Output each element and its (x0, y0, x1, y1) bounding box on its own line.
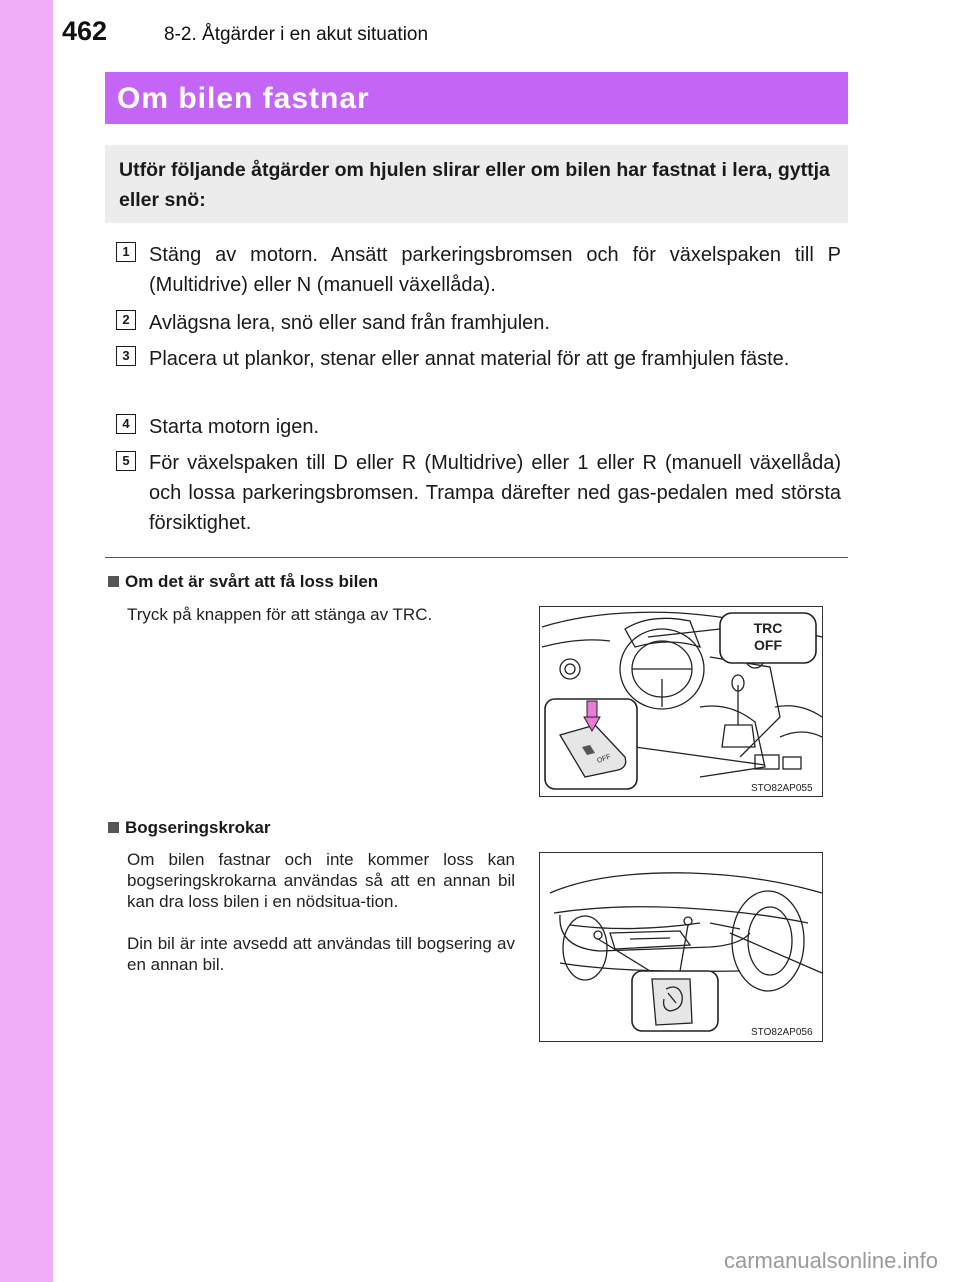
square-bullet-icon (108, 822, 119, 833)
svg-text:OFF: OFF (596, 753, 612, 765)
step-text-1: Stäng av motorn. Ansätt parkeringsbromsen och för växelspaken till P (Multidrive) eller N (manuell växellåda). (149, 244, 841, 296)
towing-hook-icon (652, 979, 692, 1025)
step-number-2: 2 (116, 310, 136, 330)
step-text-3: Placera ut plankor, stenar eller annat material för att ge framhjulen fäste. (149, 348, 790, 370)
trc-label-line1: TRC (753, 620, 783, 636)
watermark: carmanualsonline.info (723, 1248, 938, 1273)
intro-text: Utför följande åtgärder om hjulen slirar eller om bilen har fastnat i lera, gyttja eller snö: (119, 159, 830, 211)
subheading-towing-hooks-text: Bogseringskrokar (125, 818, 271, 837)
trc-button-illustration (539, 606, 823, 797)
chapter-side-strip (0, 0, 53, 1282)
towing-text-2: Din bil är inte avsedd att användas till bogsering av en annan bil. (127, 934, 515, 974)
section-title-bar (105, 72, 848, 124)
page-title: Om bilen fastnar (117, 82, 370, 115)
towing-hook-illustration (539, 852, 823, 1042)
figure-code-2: STO82AP056 (751, 1027, 813, 1038)
figure-code-1: STO82AP055 (751, 783, 813, 794)
step-number-3: 3 (116, 346, 136, 366)
running-header: 8-2. Åtgärder i en akut situation (164, 24, 429, 45)
towing-text-1: Om bilen fastnar och inte kommer loss kan bogseringskrokarna användas så att en annan bil kan dra loss bilen i en nödsitua-tion. (127, 850, 515, 911)
step-text-4: Starta motorn igen. (149, 416, 320, 438)
step-number-1: 1 (116, 242, 136, 262)
trc-instruction: Tryck på knappen för att stänga av TRC. (127, 605, 433, 624)
step-number-4: 4 (116, 414, 136, 434)
subheading-towing-hooks (108, 818, 271, 838)
square-bullet-icon (108, 576, 119, 587)
dashboard-drawing (540, 607, 822, 796)
page-number: 462 (62, 16, 108, 46)
trc-label-line2: OFF (754, 637, 782, 653)
subheading-stuck-text: Om det är svårt att få loss bilen (125, 572, 379, 591)
step-number-5: 5 (116, 451, 136, 471)
subheading-stuck (108, 572, 378, 592)
step-text-5: För växelspaken till D eller R (Multidrive) eller 1 eller R (manuell växellåda) och lossa parkeringsbromsen. Trampa därefter ned gas-pedalen med största försiktighet. (149, 452, 841, 534)
intro-box (105, 145, 848, 223)
section-divider (105, 557, 848, 558)
car-underside-drawing (540, 853, 822, 1041)
step-text-2: Avlägsna lera, snö eller sand från framhjulen. (149, 312, 550, 334)
